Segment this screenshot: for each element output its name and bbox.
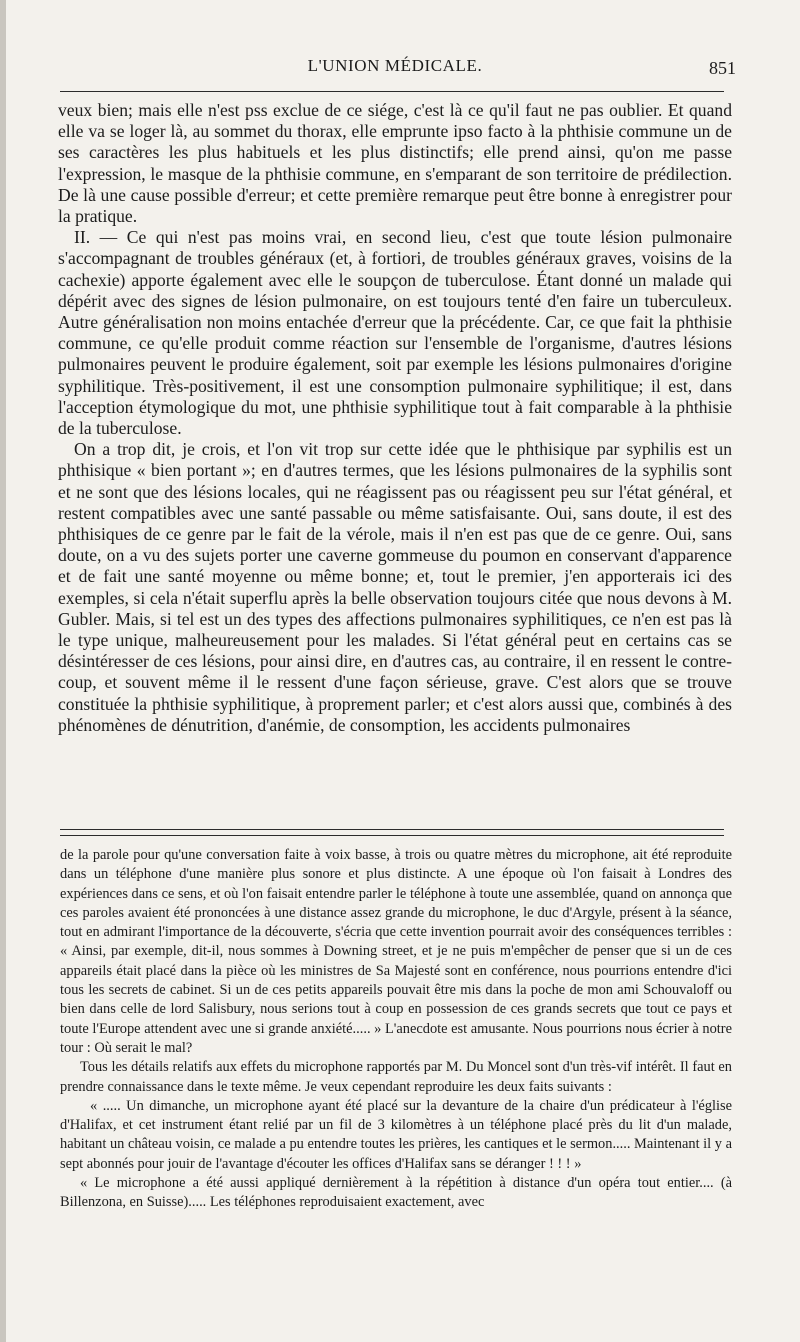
footnote-text [60,846,732,1213]
paragraph-2: II. — Ce qui n'est pas moins vrai, en second lieu, c'est que toute lésion pulmonaire s'accompagnant de troubles généraux (et, à fortiori, de troubles généraux graves, voisins de la cachexie) apporte également avec elle le soupçon de tuberculose. Étant donné un malade qui dépérit avec des signes de lésion pulmonaire, on est toujours tenté d'en faire un tuberculeux. Autre généralisation non moins entachée d'erreur que la précédente. Car, ce que fait la phthisie commune, ce qu'elle produit comme réaction sur l'ensemble de l'organisme, d'autres lésions pulmonaires peuvent le produire également, soit par exemple les lésions pulmonaires d'origine syphilitique. Très-positivement, il est une consomption pulmonaire syphilitique; il est, dans l'acception étymologique du mot, une phthisie syphilitique tout à fait comparable à la phthisie de la tuberculose. [58,227,732,439]
page-number: 851 [709,58,736,78]
page-header [60,56,736,86]
footnote-paragraph-3: « ..... Un dimanche, un microphone ayant été placé sur la devanture de la chaire d'un prédicateur à l'église d'Halifax, et cet instrument étant relié par un fil de 3 kilomètres à un téléphone placé près du lit d'un malade, habitant un château voisin, ce malade a pu entendre toutes les prières, les cantiques et le sermon..... Maintenant il y a sept abonnés pour jouir de l'avantage d'écouter les offices d'Halifax sans se déranger ! ! ! » [60,1097,732,1172]
footnote-paragraph-1: de la parole pour qu'une conversation faite à voix basse, à trois ou quatre mètres du microphone, ait été reproduite dans un téléphone d'une manière plus sonore et plus distincte. A une époque où l'on faisait à Londres des expériences dans ce sens, et où l'on faisait entendre parler le téléphone à toute une assemblée, quand on annonça que ces paroles avaient été prononcées à une distance assez grande du microphone, le duc d'Argyle, présent à la séance, tout en admirant l'importance de la découverte, s'écria que cette invention pourrait avoir des conséquences terribles : « Ainsi, par exemple, dit-il, nous sommes à Downing street, et je ne puis m'empêcher de penser que si un de ces appareils était placé dans la pièce où les ministres de Sa Majesté sont en conférence, nous pourrions entendre d'ici tous les secrets de cabinet. Si un de ces petits appareils pouvait être mis dans la poche de mon ami Schouvaloff ou bien dans celle de lord Salisbury, nous serions tout à coup en possession de ces grands secrets que tout ce pays et toute l'Europe attendent avec une si grande anxiété..... » L'anecdote est amusante. Nous pourrions nous écrier à notre tour : Où serait le mal? [60,847,732,1056]
paragraph-1: veux bien; mais elle n'est pss exclue de ce siége, c'est là ce qu'il faut ne pas oublier. Et quand elle va se loger là, au sommet du thorax, elle emprunte ipso facto à la phthisie commune un de ses caractères les plus habituels et les plus distinctifs; elle prend ainsi, qu'on me passe l'expression, le masque de la phthisie commune, en s'emparant de son territoire de prédilection. De là une cause possible d'erreur; et cette première remarque peut être bonne à enregistrer pour la pratique. [58,100,732,227]
footnote-paragraph-4: « Le microphone a été aussi appliqué dernièrement à la répétition à distance d'un opéra tout entier.... (à Billenzona, en Suisse)..... Les téléphones reproduisaient exactement, avec [60,1175,732,1211]
footnote-separator [60,829,724,836]
running-head: L'UNION MÉDICALE. [307,56,483,75]
footnote-paragraph-2: Tous les détails relatifs aux effets du microphone rapportés par M. Du Moncel sont d'un très-vif intérêt. Il faut en prendre connaissance dans le texte même. Je veux cependant reproduire les deux faits suivants : [60,1059,732,1095]
paragraph-3: On a trop dit, je crois, et l'on vit trop sur cette idée que le phthisique par syphilis est un phthisique « bien portant »; en d'autres termes, que les lésions pulmonaires de la syphilis sont et ne sont que des lésions locales, qui ne réagissent pas ou réagissent peu sur l'état général, et restent compatibles avec une santé passable ou même satisfaisante. Oui, sans doute, il est des phthisiques de ce genre par le fait de la vérole, mais il n'en est pas que de ce genre. Oui, sans doute, on a vu des sujets porter une caverne gommeuse du poumon en conservant d'apparence et de fait une santé moyenne ou même bonne; et, tout le premier, j'en apporterais ici des exemples, si cela n'était superflu après la belle observation toujours citée que nous devons à M. Gubler. Mais, si tel est un des types des affections pulmonaires syphilitiques, ce n'en est pas là le type unique, malheureusement pour les malades. Si l'état général peut en certains cas se désintéresser de ces lésions, pour ainsi dire, en d'autres cas, au contraire, il en ressent le contre-coup, et souvent même il le ressent d'une façon sérieuse, grave. C'est alors que se trouve constituée la phthisie syphilitique, à proprement parler; et c'est alors aussi que, combinés à des phénomènes de dénutrition, d'anémie, de consomption, les accidents pulmonaires [58,439,732,735]
header-rule [60,91,724,92]
main-text [58,100,732,736]
